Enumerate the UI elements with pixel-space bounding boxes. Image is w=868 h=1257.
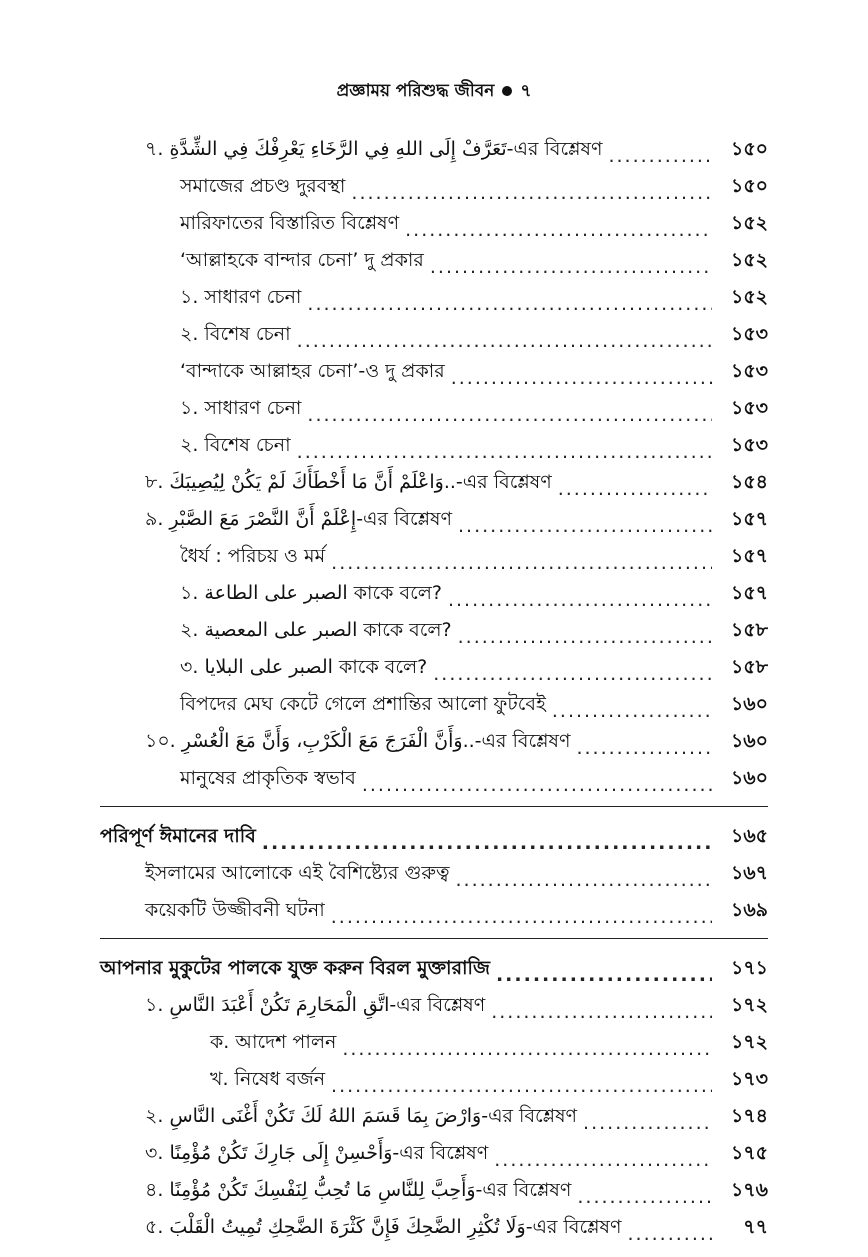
dot-leader (576, 737, 712, 759)
bullet-separator (502, 86, 512, 96)
dot-leader (297, 330, 712, 352)
toc-entry[interactable] (100, 1023, 768, 1060)
toc-entry-title: ক. আদেশ পালন (210, 1031, 337, 1053)
toc-page-number: ১৬০ (730, 693, 768, 715)
toc-entry-title: মানুষের প্রাকৃতিক স্বভাব (180, 767, 356, 789)
toc-entry-title: ৩. الصبر على البلايا কাকে বলে? (180, 656, 428, 678)
toc-entry[interactable] (100, 537, 768, 574)
dot-leader (307, 404, 712, 426)
toc-entry-title: ‘আল্লাহকে বান্দার চেনা’ দু প্রকার (180, 249, 424, 271)
toc-entry-title: ১. اتَّقِ الْمَحَارِمَ تَكُنْ أَعْبَدَ النَّاسِ-এর বিশ্লেষণ (145, 994, 486, 1016)
toc-entry-title: ৭. تَعَرَّفْ إِلَى اللهِ فِي الرَّخَاءِ يَعْرِفْكَ فِي الشِّدَّةِ-এর বিশ্লেষণ (145, 138, 603, 160)
toc-page-number: ১৫৭ (730, 508, 768, 530)
toc-page-number: ১৭২ (730, 1031, 768, 1053)
toc-page-number: ১৬৫ (730, 825, 768, 847)
toc-entry-title: ১. সাধারণ চেনা (180, 286, 302, 308)
dot-leader (458, 515, 712, 537)
toc-entry-title: সমাজের প্রচণ্ড দুরবস্থা (180, 175, 346, 197)
toc-entry-title: ২. বিশেষ চেনা (180, 323, 291, 345)
toc-entry[interactable] (100, 167, 768, 204)
toc-entry[interactable] (100, 315, 768, 352)
toc-section-heading[interactable] (100, 817, 768, 854)
toc-entry-title: ২. وَارْضَ بِمَا قَسَمَ اللهُ لَكَ تَكُنْ أَغْنَى النَّاسِ-এর বিশ্লেষণ (145, 1105, 578, 1127)
toc-entry-title: কয়েকটি উজ্জীবনী ঘটনা (145, 899, 325, 921)
dot-leader (552, 700, 712, 722)
toc-entry[interactable] (100, 986, 768, 1023)
toc-page-number: ১৬৭ (730, 862, 768, 884)
toc-entry-title: ৫. وَلَا تُكْثِرِ الضَّحِكَ فَإِنَّ كَثْرَةَ الضَّحِكِ تُمِيتُ الْقَلْبَ-এর বিশ্লেষণ (145, 1216, 622, 1238)
running-header (0, 78, 868, 106)
toc-entry[interactable] (100, 611, 768, 648)
toc-entry-title: ১. সাধারণ চেনা (180, 397, 302, 419)
toc-entry[interactable] (100, 389, 768, 426)
dot-leader (433, 663, 712, 685)
table-of-contents (100, 130, 768, 1245)
toc-entry-title: ১. الصبر على الطاعة কাকে বলে? (180, 582, 442, 604)
toc-entry-title: ২. الصبر على المعصية কাকে বলে? (180, 619, 452, 641)
toc-page-number: ১৫০ (730, 138, 768, 160)
toc-entry[interactable] (100, 130, 768, 167)
dot-leader (331, 1075, 712, 1097)
dot-leader (297, 441, 712, 463)
book-title: প্রজ্ঞাময় পরিশুদ্ধ জীবন (336, 81, 495, 101)
toc-entry-title: ১০. وَأَنَّ الْفَرَجَ مَعَ الْكَرْبِ، وَأَنَّ مَعَ الْعُسْرِ..-এর বিশ্লেষণ (145, 730, 571, 752)
toc-entry[interactable] (100, 1134, 768, 1171)
toc-entry[interactable] (100, 463, 768, 500)
toc-page-number: ১৭২ (730, 994, 768, 1016)
dot-leader (448, 589, 712, 611)
toc-entry[interactable] (100, 352, 768, 389)
toc-entry-title: বিপদের মেঘ কেটে গেলে প্রশান্তির আলো ফুটবেই (180, 693, 546, 715)
toc-entry[interactable] (100, 278, 768, 315)
toc-page-number: ১৫৩ (730, 434, 768, 456)
toc-entry-title: ৯. إِعْلَمْ أَنَّ النَّصْرَ مَعَ الصَّبْرِ-এর বিশ্লেষণ (145, 508, 453, 530)
toc-entry[interactable] (100, 1097, 768, 1134)
dot-leader (362, 774, 712, 796)
toc-entry-title: মারিফাতের বিস্তারিত বিশ্লেষণ (180, 212, 400, 234)
toc-page-number: ১৫৭ (730, 545, 768, 567)
toc-entry-title: ‘বান্দাকে আল্লাহর চেনা’-ও দু প্রকার (180, 360, 445, 382)
dot-leader (351, 182, 712, 204)
dot-leader (342, 1038, 712, 1060)
dot-leader (577, 1186, 712, 1208)
dot-leader (458, 626, 712, 648)
toc-page-number: ১৫৭ (730, 582, 768, 604)
toc-section-heading[interactable] (100, 949, 768, 986)
toc-entry-title: আপনার মুকুটের পালকে যুক্ত করুন বিরল মুক্তারাজি (100, 957, 490, 979)
toc-page-number: ৭৭ (743, 1216, 768, 1238)
toc-entry[interactable] (100, 854, 768, 891)
section-divider (100, 806, 768, 807)
toc-page-number: ১৭৫ (730, 1142, 768, 1164)
toc-page-number: ১৬৯ (730, 899, 768, 921)
toc-page-number: ১৭৩ (730, 1068, 768, 1090)
dot-leader (583, 1112, 712, 1134)
dot-leader (496, 964, 712, 986)
dot-leader (405, 219, 712, 241)
dot-leader (331, 552, 712, 574)
toc-entry-title: ৩. وَأَحْسِنْ إِلَى جَارِكَ تَكُنْ مُؤْمِنًا-এর বিশ্লেষণ (145, 1142, 489, 1164)
toc-page-number: ১৬০ (730, 767, 768, 789)
dot-leader (430, 256, 712, 278)
dot-leader (628, 1223, 712, 1245)
toc-entry[interactable] (100, 891, 768, 928)
toc-entry[interactable] (100, 1060, 768, 1097)
dot-leader (451, 367, 712, 389)
toc-entry[interactable] (100, 1208, 768, 1245)
dot-leader (494, 1149, 712, 1171)
dot-leader (558, 478, 712, 500)
toc-entry[interactable] (100, 426, 768, 463)
toc-entry-title: ধৈর্য : পরিচয় ও মর্ম (180, 545, 326, 567)
dot-leader (331, 906, 712, 928)
dot-leader (262, 832, 712, 854)
toc-entry[interactable] (100, 1171, 768, 1208)
header-page-number: ৭ (520, 81, 532, 101)
toc-page-number: ১৫৩ (730, 397, 768, 419)
toc-entry-title: ৪. وَأَحِبَّ لِلنَّاسِ مَا تُحِبُّ لِنَفْسِكَ تَكُنْ مُؤْمِنًا-এর বিশ্লেষণ (145, 1179, 572, 1201)
toc-page-number: ১৫৮ (731, 619, 768, 641)
toc-entry[interactable] (100, 241, 768, 278)
toc-page-number: ১৬০ (730, 730, 768, 752)
toc-entry-title: ২. বিশেষ চেনা (180, 434, 291, 456)
toc-page-number: ১৫২ (730, 212, 768, 234)
toc-entry[interactable] (100, 204, 768, 241)
dot-leader (456, 869, 713, 891)
toc-page-number: ১৫২ (730, 286, 768, 308)
toc-entry-title: ৮. وَاعْلَمْ أَنَّ مَا أَخْطَأَكَ لَمْ يَكُنْ لِيُصِيبَكَ..-এর বিশ্লেষণ (145, 471, 552, 493)
toc-page-number: ১৫২ (730, 249, 768, 271)
toc-page-number: ১৫৩ (730, 360, 768, 382)
toc-entry-title: ইসলামের আলোকে এই বৈশিষ্ট্যের গুরুত্ব (145, 862, 450, 884)
toc-entry-title: পরিপূর্ণ ঈমানের দাবি (100, 825, 256, 847)
toc-entry[interactable] (100, 648, 768, 685)
toc-page-number: ১৭৪ (730, 1105, 768, 1127)
toc-page-number: ১৭১ (730, 957, 768, 979)
toc-entry[interactable] (100, 759, 768, 796)
toc-page-number: ১৭৬ (730, 1179, 768, 1201)
dot-leader (307, 293, 712, 315)
toc-entry[interactable] (100, 685, 768, 722)
toc-entry[interactable] (100, 722, 768, 759)
toc-page-number: ১৫০ (730, 175, 768, 197)
toc-entry[interactable] (100, 574, 768, 611)
dot-leader (491, 1001, 712, 1023)
toc-page-number: ১৫৩ (730, 323, 768, 345)
toc-page-number: ১৫৮ (731, 656, 768, 678)
toc-entry-title: খ. নিষেধ বর্জন (210, 1068, 326, 1090)
toc-entry[interactable] (100, 500, 768, 537)
toc-page-number: ১৫৪ (731, 471, 768, 493)
section-divider (100, 938, 768, 939)
dot-leader (608, 145, 712, 167)
